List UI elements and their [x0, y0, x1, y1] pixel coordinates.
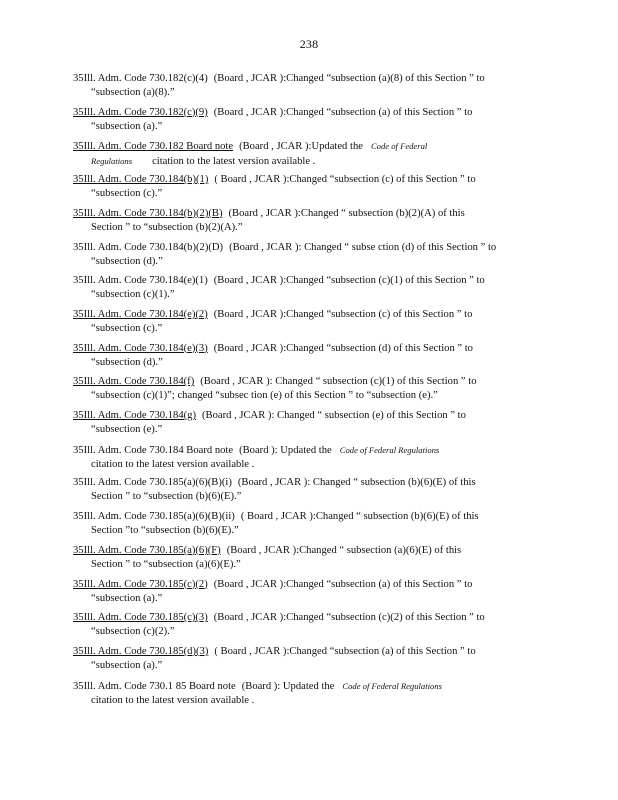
- entry-italic-title: Regulations: [91, 156, 133, 167]
- entry-change-text: (Board ): Updated the: [239, 444, 332, 456]
- entry-continuation-text: citation to the latest version available .: [152, 156, 316, 168]
- entry-citation: 35Ill. Adm. Code 730.185(a)(6)(B)(i): [73, 477, 232, 489]
- entry-line-2: [73, 423, 553, 437]
- entry-line-2: [73, 625, 553, 639]
- entry-continuation-text: “subsection (a)(8).”: [91, 87, 175, 98]
- amendment-entry: [73, 72, 553, 100]
- entry-line-1: [73, 72, 553, 86]
- entry-citation: 35Ill. Adm. Code 730.185(c)(3): [73, 612, 208, 624]
- entry-line-1: [73, 106, 553, 120]
- amendment-entry: [73, 476, 553, 504]
- entry-continuation-text: “subsection (a).”: [91, 120, 163, 132]
- entry-italic-title: Code of Federal: [370, 141, 428, 152]
- entry-line-1: [73, 443, 553, 458]
- entry-change-text: (Board , JCAR ):Updated the: [239, 141, 363, 153]
- entry-change-text: (Board , JCAR ):Changed “subsection (c)(1) of this Section ” to: [213, 275, 485, 287]
- entry-line-2: [73, 322, 553, 336]
- entry-line-1: [73, 476, 553, 490]
- amendment-entry: [73, 106, 553, 134]
- amendment-entry: [73, 645, 553, 673]
- entry-line-1: [73, 409, 553, 423]
- amendment-entry: [73, 611, 553, 639]
- entry-line-2: [73, 558, 553, 572]
- entry-citation: 35Ill. Adm. Code 730.185(a)(6)(B)(ii): [73, 511, 235, 523]
- entry-line-2: [73, 524, 553, 538]
- entry-line-2: [73, 86, 553, 100]
- entry-line-2: [73, 356, 553, 370]
- entry-citation: 35Ill. Adm. Code 730.185(d)(3): [73, 645, 209, 657]
- entry-citation: 35Ill. Adm. Code 730.182(c)(9): [73, 106, 208, 118]
- entry-line-2: [73, 490, 553, 504]
- entry-line-2: [73, 458, 553, 472]
- amendment-entry: [73, 173, 553, 201]
- entry-line-1: [73, 139, 553, 154]
- entry-continuation-text: citation to the latest version available .: [91, 694, 255, 706]
- entry-line-1: [73, 342, 553, 356]
- entry-citation: 35Ill. Adm. Code 730.182(c)(4): [73, 73, 208, 84]
- page-number: 238: [299, 37, 319, 51]
- entry-line-1: [73, 679, 553, 694]
- entry-continuation-text: “subsection (d).”: [91, 255, 163, 267]
- entry-change-text: (Board ): Updated the: [241, 680, 335, 692]
- entry-italic-title: Code of Federal Regulations: [339, 444, 440, 455]
- entry-citation: 35Ill. Adm. Code 730.185(a)(6)(F): [73, 544, 221, 556]
- entry-citation: 35Ill. Adm. Code 730.1 85 Board note: [73, 680, 236, 692]
- entry-continuation-text: “subsection (c).”: [91, 188, 163, 200]
- entry-continuation-text: “subsection (c)(1).”: [91, 289, 175, 301]
- entry-continuation-text: Section ” to “subsection (b)(2)(A).”: [91, 221, 243, 233]
- entry-continuation-text: “subsection (c)(1)”; changed “subsec tion (e) of this Section ” to “subsection (e).”: [91, 390, 438, 402]
- entry-line-1: [73, 510, 553, 524]
- amendment-entry: [73, 375, 553, 403]
- entry-line-1: [73, 207, 553, 221]
- entry-change-text: (Board , JCAR ):Changed “subsection (c)(2) of this Section ” to: [213, 612, 485, 624]
- entry-line-2: [73, 221, 553, 235]
- entry-citation: 35Ill. Adm. Code 730.182 Board note: [73, 141, 234, 153]
- entry-line-2: [73, 288, 553, 302]
- entry-continuation-text: Section ” to “subsection (b)(6)(E).”: [91, 491, 242, 503]
- entry-continuation-text: “subsection (c).”: [91, 322, 163, 334]
- entry-citation: 35Ill. Adm. Code 730.184 Board note: [73, 444, 234, 456]
- entry-change-text: (Board , JCAR ): Changed “ subsection (e) of this Section ” to: [202, 410, 466, 421]
- entry-line-2: [73, 255, 553, 269]
- entry-continuation-text: “subsection (a).”: [91, 659, 163, 671]
- entry-continuation-text: “subsection (c)(2).”: [91, 626, 175, 638]
- amendment-entry: [73, 207, 553, 235]
- amendment-entry: [73, 578, 553, 606]
- amendment-entry: [73, 342, 553, 370]
- entry-citation: 35Ill. Adm. Code 730.184(b)(2)(B): [73, 207, 223, 219]
- entry-change-text: (Board , JCAR ): Changed “ subsection (c)(1) of this Section ” to: [200, 376, 477, 388]
- entry-citation: 35Ill. Adm. Code 730.184(e)(2): [73, 308, 208, 320]
- entry-change-text: ( Board , JCAR ):Changed “subsection (c) of this Section ” to: [214, 174, 476, 186]
- amendment-entry: [73, 510, 553, 538]
- entry-citation: 35Ill. Adm. Code 730.185(c)(2): [73, 578, 208, 590]
- entry-change-text: (Board , JCAR ):Changed “subsection (a) of this Section ” to: [213, 578, 473, 590]
- amendment-entry: [73, 308, 553, 336]
- entry-citation: 35Ill. Adm. Code 730.184(e)(3): [73, 342, 208, 354]
- entry-line-1: [73, 308, 553, 322]
- entry-line-2: [73, 187, 553, 201]
- entry-continuation-text: Section ” to “subsection (a)(6)(E).”: [91, 558, 241, 570]
- entry-change-text: (Board , JCAR ): Changed “ subsection (b)(6)(E) of this: [237, 477, 476, 489]
- entry-line-1: [73, 544, 553, 558]
- entry-change-text: (Board , JCAR ):Changed “ subsection (b)(2)(A) of this: [228, 207, 465, 219]
- entry-continuation-text: Section ”to “subsection (b)(6)(E).”: [91, 525, 239, 537]
- entry-change-text: (Board , JCAR ):Changed “subsection (a) of this Section ” to: [213, 106, 473, 118]
- entry-citation: 35Ill. Adm. Code 730.184(e)(1): [73, 275, 208, 287]
- entry-line-1: [73, 645, 553, 659]
- amendment-entry: [73, 241, 553, 269]
- entry-citation: 35Ill. Adm. Code 730.184(g): [73, 410, 196, 421]
- entry-line-1: [73, 611, 553, 625]
- entry-change-text: (Board , JCAR ):Changed “ subsection (a)(6)(E) of this: [226, 544, 462, 556]
- entry-continuation-text: “subsection (e).”: [91, 424, 163, 435]
- entry-citation: 35Ill. Adm. Code 730.184(f): [73, 376, 195, 388]
- entry-continuation-text: “subsection (d).”: [91, 356, 163, 368]
- entry-continuation-text: citation to the latest version available .: [91, 458, 255, 470]
- entry-line-1: [73, 173, 553, 187]
- entry-citation: 35Ill. Adm. Code 730.184(b)(1): [73, 174, 209, 186]
- entry-change-text: (Board , JCAR ):Changed “subsection (a)(8) of this Section ” to: [213, 73, 485, 84]
- entry-line-2: [73, 389, 553, 403]
- entry-line-1: [73, 375, 553, 389]
- entry-line-1: [73, 241, 553, 255]
- entry-line-2: [73, 592, 553, 606]
- entry-change-text: ( Board , JCAR ):Changed “subsection (a) of this Section ” to: [214, 645, 476, 657]
- entry-change-text: ( Board , JCAR ):Changed “ subsection (b)(6)(E) of this: [240, 511, 479, 523]
- entry-change-text: (Board , JCAR ): Changed “ subse ction (d) of this Section ” to: [229, 241, 497, 253]
- entry-line-2: [73, 154, 553, 169]
- entry-line-2: [73, 694, 553, 708]
- entry-line-1: [73, 274, 553, 288]
- amendment-entry: [73, 443, 553, 472]
- amendment-entry: [73, 409, 553, 437]
- entry-line-2: [73, 659, 553, 673]
- entry-line-1: [73, 578, 553, 592]
- entry-continuation-text: “subsection (a).”: [91, 592, 163, 604]
- amendment-entry: [73, 679, 553, 708]
- entry-change-text: (Board , JCAR ):Changed “subsection (d) of this Section ” to: [213, 342, 473, 354]
- amendment-entry: [73, 274, 553, 302]
- amendment-entry: [73, 139, 553, 169]
- amendment-entry: [73, 544, 553, 572]
- entry-citation: 35Ill. Adm. Code 730.184(b)(2)(D): [73, 241, 224, 253]
- entry-italic-title: Code of Federal Regulations: [342, 680, 442, 691]
- entry-change-text: (Board , JCAR ):Changed “subsection (c) of this Section ” to: [213, 308, 473, 320]
- entry-line-2: [73, 120, 553, 134]
